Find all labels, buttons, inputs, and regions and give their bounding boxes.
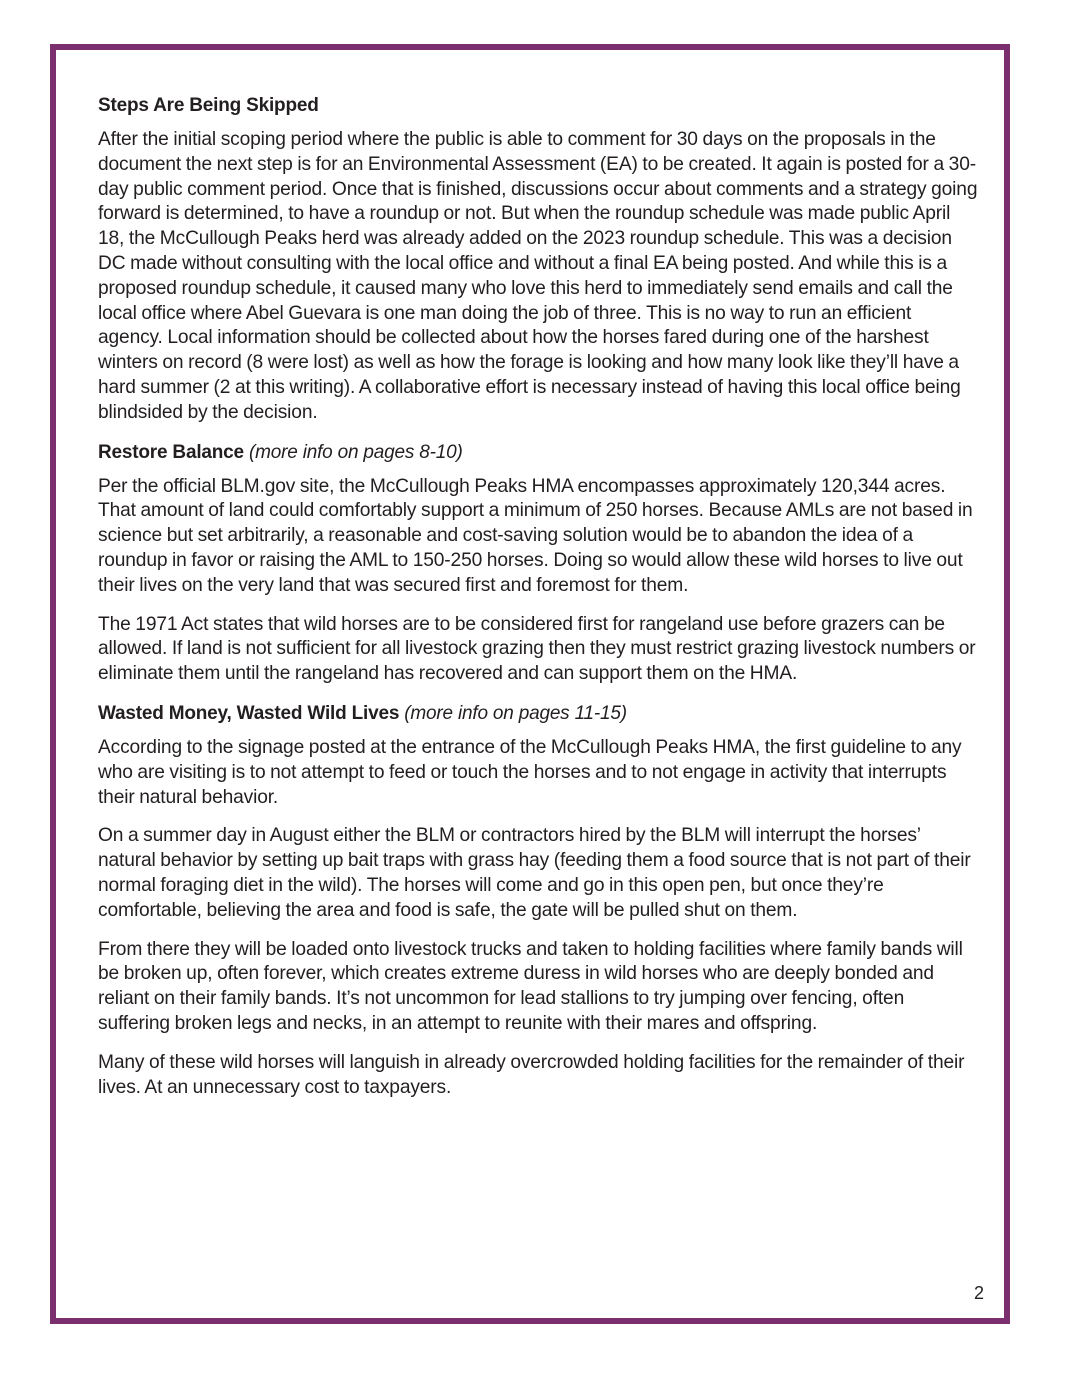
paragraph: The 1971 Act states that wild horses are to be considered first for rangeland use before grazers can be allowed. If land is not sufficient for all livestock grazing then they must restrict grazing livestock numbers or eliminate them until the rangeland has recovered and can support them on the HMA. [98,613,976,685]
section-heading [98,440,978,465]
section-heading-note: (more info on pages 8-10) [249,441,463,463]
section-restore-balance [98,440,978,687]
paragraph: From there they will be loaded onto livestock trucks and taken to holding facilities where family bands will be broken up, often forever, which creates extreme duress in wild horses who are deeply bonded and reliant on their family bands. It’s not uncommon for lead stallions to try jumping over fencing, often suffering broken legs and necks, in an attempt to reunite with their mares and offspring. [98,938,963,1034]
section-heading-title: Wasted Money, Wasted Wild Lives [98,702,400,724]
section-heading [98,701,978,726]
paragraph: On a summer day in August either the BLM or contractors hired by the BLM will interrupt the horses’ natural behavior by setting up bait traps with grass hay (feeding them a food source that is not part of their normal foraging diet in the wild). The horses will come and go in this open pen, but once they’re comfortable, believing the area and food is safe, the gate will be pulled shut on them. [98,825,971,921]
section-heading [98,93,978,118]
paragraph: According to the signage posted at the entrance of the McCullough Peaks HMA, the first guideline to any who are visiting is to not attempt to feed or touch the horses and to not engage in activity that interrupts their natural behavior. [98,736,962,808]
section-heading-title: Steps Are Being Skipped [98,95,319,116]
section-wasted-money [98,701,978,1100]
section-steps-skipped [98,93,978,426]
paragraph: After the initial scoping period where the public is able to comment for 30 days on the proposals in the document the next step is for an Environmental Assessment (EA) to be created. It again is posted for a 30-day public comment period. Once that is finished, discussions occur about comments and a strategy going forward is determined, to have a roundup or not. But when the roundup schedule was made public April 18, the McCullough Peaks herd was already added on the 2023 roundup schedule. This was a decision DC made without consulting with the local office and without a final EA being posted. And while this is a proposed roundup schedule, it caused many who love this herd to immediately send emails and call the local office where Abel Guevara is one man doing the job of three. This is no way to run an efficient agency. Local information should be collected about how the horses fared during one of the harshest winters on record (8 were lost) as well as how the forage is looking and how many look like they’ll have a hard summer (2 at this writing). A collaborative effort is necessary instead of having this local office being blindsided by the decision. [98,129,978,423]
page-number: 2 [974,1283,985,1303]
section-heading-title: Restore Balance [98,441,244,463]
paragraph: Many of these wild horses will languish in already overcrowded holding facilities for the remainder of their lives. At an unnecessary cost to taxpayers. [98,1051,965,1098]
document-body [98,93,978,1114]
paragraph: Per the official BLM.gov site, the McCullough Peaks HMA encompasses approximately 120,344 acres. That amount of land could comfortably support a minimum of 250 horses. Because AMLs are not based in science but set arbitrarily, a reasonable and cost-saving solution would be to abandon the idea of a roundup in favor or raising the AML to 150-250 horses. Doing so would allow these wild horses to live out their lives on the very land that was secured first and foremost for them. [98,475,973,596]
section-heading-note: (more info on pages 11-15) [404,702,627,724]
